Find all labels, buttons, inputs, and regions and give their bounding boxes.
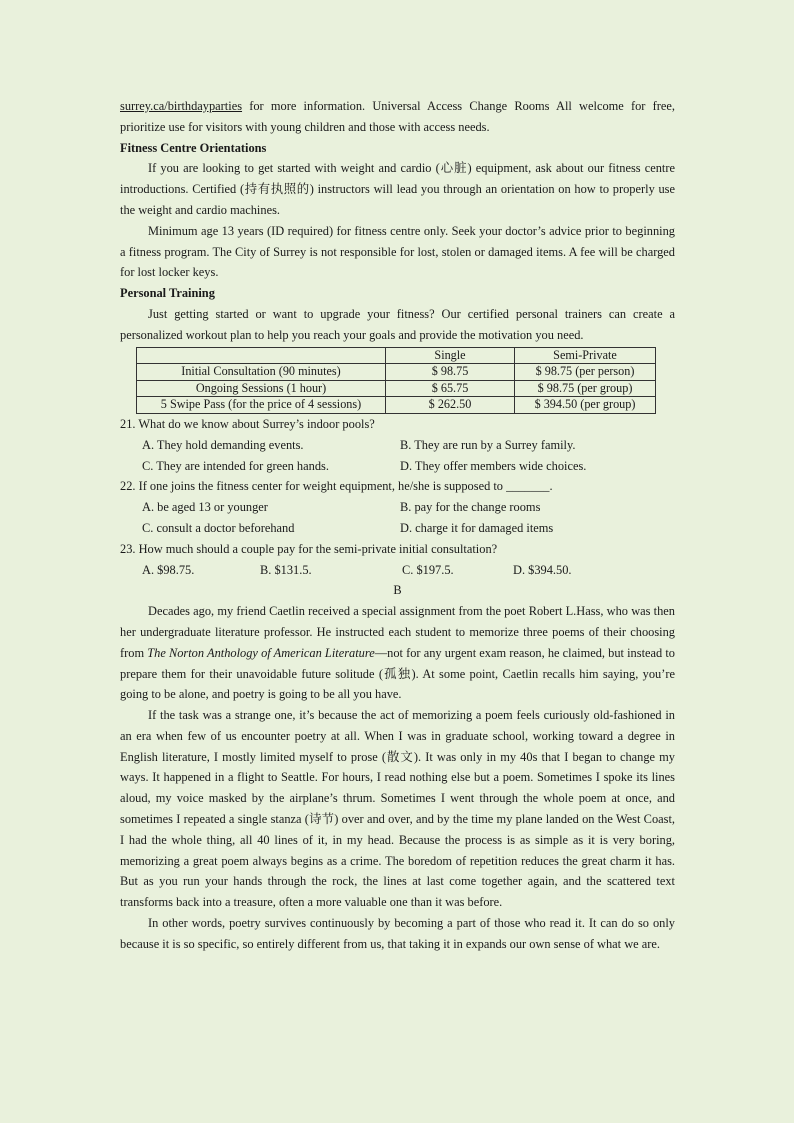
option-a[interactable]: A. They hold demanding events. xyxy=(142,437,304,452)
birthday-parties-link[interactable]: surrey.ca/birthdayparties xyxy=(120,99,243,113)
passage-paragraph-3: In other words, poetry survives continuously by becoming a part of those who read it. It can do so only because it is so specific, so entirely different from us, that taking it in expands our own sense of what we are. xyxy=(120,916,675,951)
option-d[interactable]: D. They offer members wide choices. xyxy=(400,458,587,473)
question-22: 22. If one joins the fitness center for weight equipment, he/she is supposed to _______. xyxy=(120,479,553,494)
option-b[interactable]: B. They are run by a Surrey family. xyxy=(400,437,576,452)
fitness-heading: Fitness Centre Orientations xyxy=(120,140,267,155)
intro-paragraph xyxy=(120,96,675,138)
table-row xyxy=(137,364,656,381)
passage-p1-text: Decades ago, my friend Caetlin received a special assignment from the poet Robert L.Hass, who was then her undergraduate literature professor. He instructed each student to memorize three poems of their choosing from xyxy=(120,604,675,660)
question-23-options xyxy=(142,560,675,581)
section-b-label: B xyxy=(393,583,402,598)
option-a[interactable]: A. be aged 13 or younger xyxy=(142,500,268,515)
option-b[interactable]: B. $131.5. xyxy=(260,562,312,577)
table-row xyxy=(137,380,656,397)
table-header-cell: Single xyxy=(386,347,515,364)
passage-paragraph-2: If the task was a strange one, it’s because the act of memorizing a poem feels curiously old-fashioned in an era when few of us encounter poetry at all. When I was in graduate school, working toward a degree in English literature, I mostly limited myself to prose (散文). It was only in my 40s that I began to change my ways. It happened in a flight to Seattle. For hours, I read nothing else but a poem. Sometimes I spoke its lines aloud, my voice masked by the airplane’s thrum. Sometimes I went through the whole poem at once, and sometimes I repeated a single stanza (诗节) over and over, and by the time my plane landed on the West Coast, I had the whole thing, all 40 lines of it, in my head. Because the process is as simple as it is very boring, memorizing a great poem always begins as a crime. The boredom of repetition reduces the great charm it has. But as you run your hands through the rock, the lines at last come together again, and the scattered text transforms back into a treasure, often a more valuable one than it was before. xyxy=(120,708,675,910)
option-c[interactable]: C. $197.5. xyxy=(402,562,454,577)
table-cell: $ 98.75 xyxy=(386,364,515,381)
personal-training-paragraph: Just getting started or want to upgrade your fitness? Our certified personal trainers can create a personalized workout plan to help you reach your goals and provide the motivation you need. xyxy=(120,306,675,342)
table-cell: Initial Consultation (90 minutes) xyxy=(137,364,386,381)
table-header-cell: Semi-Private xyxy=(515,347,656,364)
table-cell: 5 Swipe Pass (for the price of 4 sessions) xyxy=(137,397,386,414)
table-cell: $ 98.75 (per person) xyxy=(515,364,656,381)
question-21: 21. What do we know about Surrey’s indoor pools? xyxy=(120,416,375,431)
option-c[interactable]: C. They are intended for green hands. xyxy=(142,458,329,473)
table-cell: $ 98.75 (per group) xyxy=(515,380,656,397)
pricing-table xyxy=(136,347,656,414)
question-23: 23. How much should a couple pay for the semi-private initial consultation? xyxy=(120,541,498,556)
question-22-options xyxy=(142,497,675,539)
passage-paragraph-1 xyxy=(120,601,675,705)
intro-text: for more information. Universal Access Change Rooms All welcome for free, prioritize use for visitors with young children and those with access needs. xyxy=(120,99,675,134)
passage-p1-text-cont: —not for any urgent exam reason, he claimed, but instead to prepare them for their unavoidable future solitude (孤独). At some point, Caetlin recalls him saying, you’re going to be alone, and poetry is going to be all you have. xyxy=(120,645,675,702)
fitness-paragraph-1: If you are looking to get started with weight and cardio (心脏) equipment, ask about our fitness centre introductions. Certified (持有执照的) instructors will lead you through an orientation on how to properly use the weight and cardio machines. xyxy=(120,161,675,217)
table-cell: $ 65.75 xyxy=(386,380,515,397)
document-content xyxy=(120,96,675,955)
table-row xyxy=(137,397,656,414)
option-b[interactable]: B. pay for the change rooms xyxy=(400,500,541,515)
option-d[interactable]: D. $394.50. xyxy=(513,562,572,577)
personal-training-heading: Personal Training xyxy=(120,286,215,301)
question-21-options xyxy=(142,435,675,477)
table-cell: Ongoing Sessions (1 hour) xyxy=(137,380,386,397)
table-cell: $ 394.50 (per group) xyxy=(515,397,656,414)
fitness-paragraph-2: Minimum age 13 years (ID required) for fitness centre only. Seek your doctor’s advice prior to beginning a fitness program. The City of Surrey is not responsible for lost, stolen or damaged items. A fee will be charged for lost locker keys. xyxy=(120,223,675,280)
book-title: The Norton Anthology of American Literature xyxy=(147,645,375,660)
option-c[interactable]: C. consult a doctor beforehand xyxy=(142,520,295,535)
option-d[interactable]: D. charge it for damaged items xyxy=(400,520,554,535)
table-header-cell xyxy=(137,347,386,364)
option-a[interactable]: A. $98.75. xyxy=(142,562,195,577)
table-cell: $ 262.50 xyxy=(386,397,515,414)
table-header-row xyxy=(137,347,656,364)
